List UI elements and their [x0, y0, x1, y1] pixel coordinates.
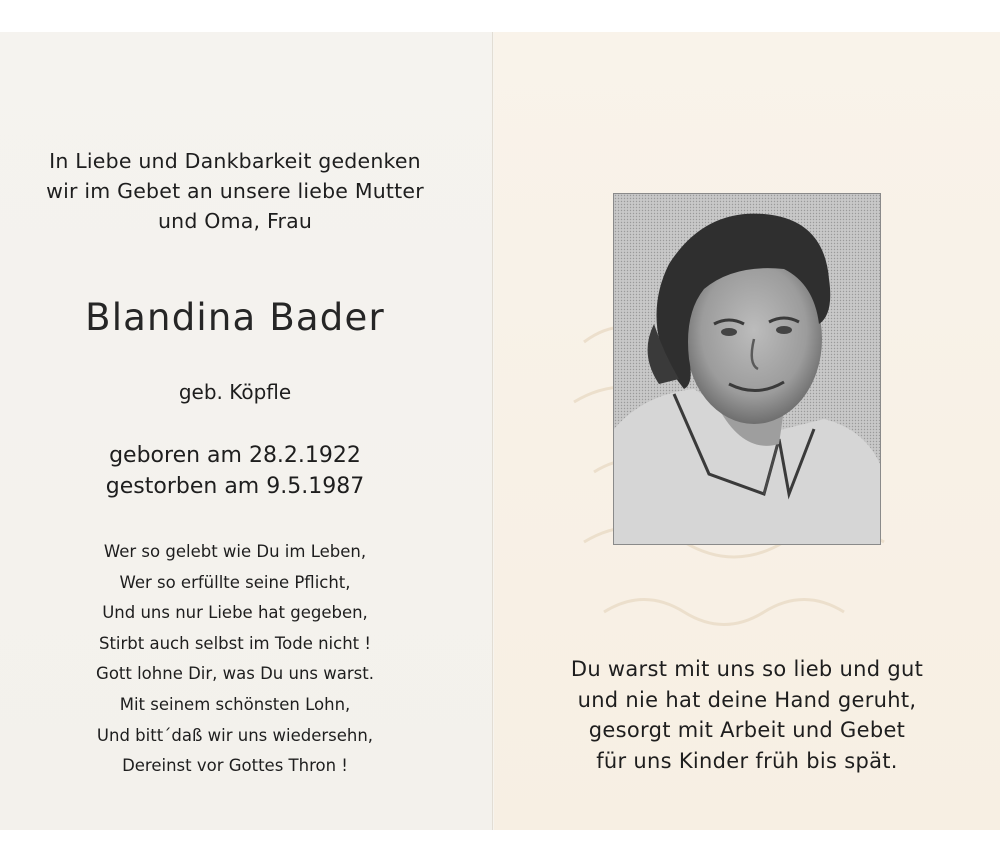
verse-line: Du warst mit uns so lieb und gut: [570, 657, 924, 681]
life-dates: [0, 440, 470, 502]
verse-line: für uns Kinder früh bis spät.: [596, 748, 898, 773]
poem-line: Stirbt auch selbst im Tode nicht !: [98, 633, 371, 653]
left-page: [0, 32, 493, 830]
death-date: gestorben am 9.5.1987: [105, 474, 365, 499]
poem: [0, 537, 470, 782]
portrait-illustration: [614, 194, 880, 544]
verse-line: gesorgt mit Arbeit und Gebet: [588, 718, 906, 742]
intro-text: [0, 146, 470, 236]
maiden-name: geb. Köpfle: [178, 380, 292, 404]
verse-line: und nie hat deine Hand geruht,: [577, 687, 917, 712]
birth-date: geboren am 28.2.1922: [109, 443, 361, 468]
poem-line: Dereinst vor Gottes Thron !: [122, 756, 348, 776]
poem-line: Mit seinem schönsten Lohn,: [119, 694, 351, 714]
portrait-photo: [613, 193, 881, 545]
deceased-name: Blandina Bader: [85, 296, 385, 339]
intro-line: und Oma, Frau: [157, 209, 313, 233]
intro-line: wir im Gebet an unsere liebe Mutter: [46, 179, 424, 203]
poem-line: Und bitt´daß wir uns wiedersehn,: [96, 725, 374, 745]
intro-line: In Liebe und Dankbarkeit gedenken: [49, 149, 421, 173]
poem-line: Wer so gelebt wie Du im Leben,: [103, 542, 367, 561]
poem-line: Gott lohne Dir, was Du uns warst.: [96, 664, 374, 684]
poem-line: Wer so erfüllte seine Pflicht,: [119, 572, 351, 592]
poem-line: Und uns nur Liebe hat gegeben,: [102, 603, 368, 623]
right-verse: [494, 654, 1000, 776]
memorial-card: [0, 32, 1000, 830]
